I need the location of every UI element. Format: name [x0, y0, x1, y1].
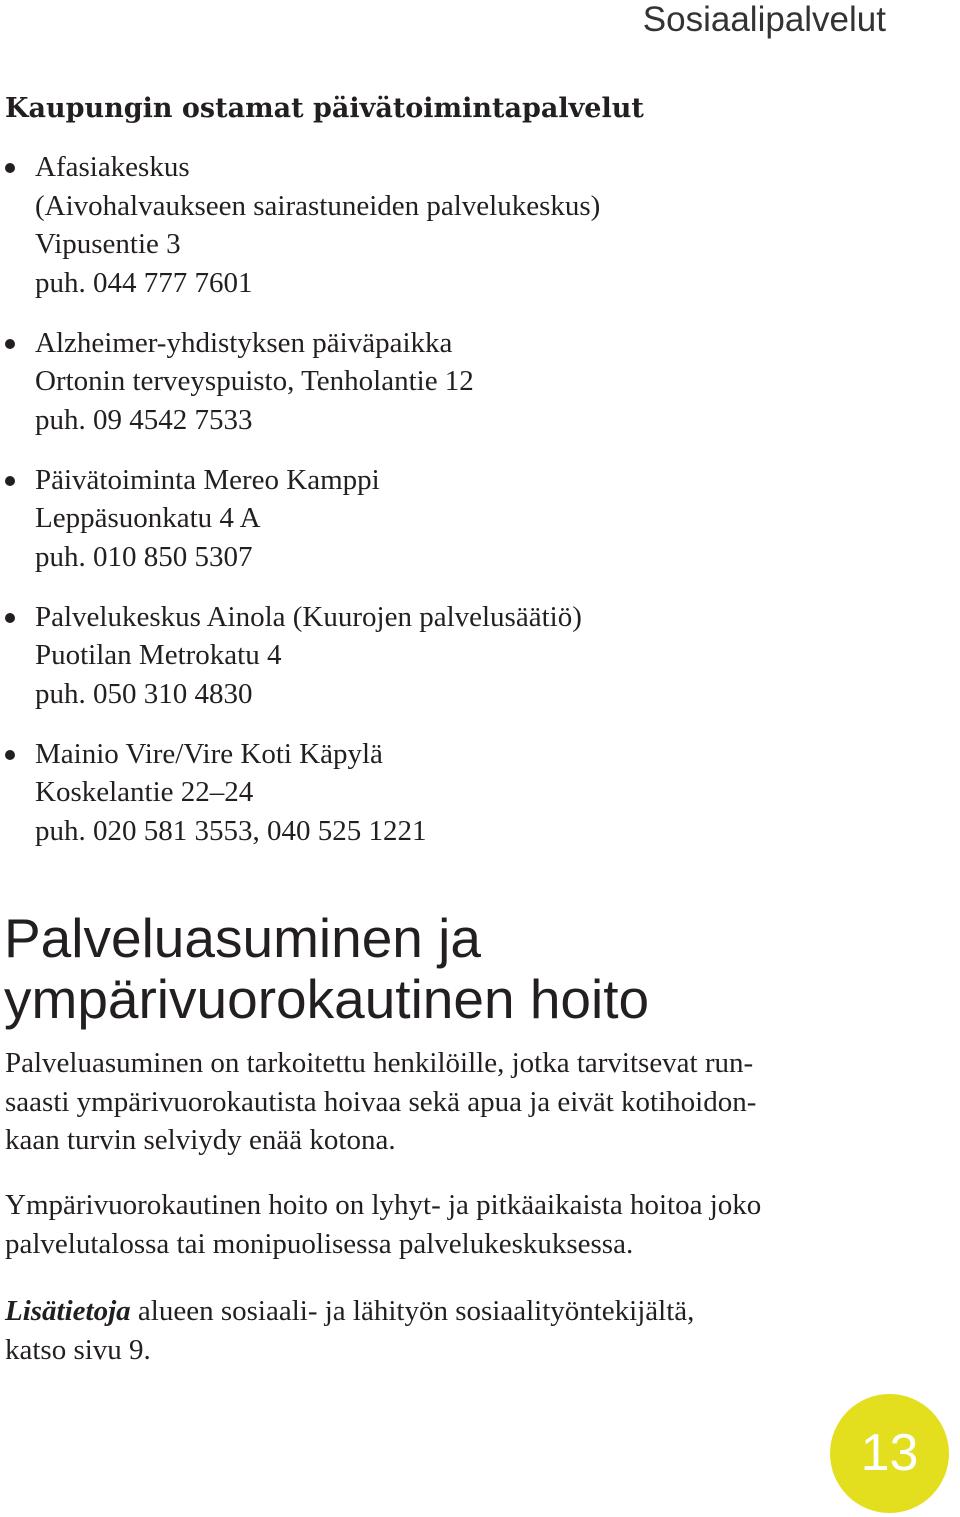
bullet-icon: [5, 476, 15, 486]
service-item-alzheimer: [0, 324, 600, 440]
section-label: Sosiaalipalvelut: [642, 0, 886, 39]
paragraph-line: kaan turvin selviydy enää kotona.: [5, 1124, 396, 1156]
service-description: (Aivohalvaukseen sairastuneiden palvelukeskus): [35, 189, 601, 222]
service-item-ainola: [0, 598, 600, 714]
service-name: Palvelukeskus Ainola (Kuurojen palvelusäätiö): [35, 600, 582, 633]
bullet-icon: [5, 750, 15, 760]
purchased-services-heading: Kaupungin ostamat päivätoimintapalvelut: [5, 93, 644, 124]
more-info-paragraph: [5, 1292, 905, 1369]
bullet-icon: [5, 613, 15, 623]
service-item-mereo-kamppi: [0, 461, 600, 577]
service-address: Vipusentie 3: [35, 228, 181, 260]
paragraph-line: saasti ympärivuorokautista hoivaa sekä apua ja eivät kotihoidon-: [5, 1085, 757, 1118]
bullet-icon: [5, 163, 15, 173]
service-name: Päivätoiminta Mereo Kamppi: [35, 463, 380, 496]
service-list: [0, 148, 600, 872]
service-address: Koskelantie 22–24: [35, 776, 254, 808]
round-the-clock-care-paragraph: [5, 1186, 905, 1263]
bullet-icon: [5, 339, 15, 349]
service-phone: puh. 09 4542 7533: [35, 403, 253, 436]
service-name: Mainio Vire/Vire Koti Käpylä: [35, 737, 383, 770]
housing-section-title: [4, 908, 649, 1030]
more-info-text: alueen sosiaali- ja lähityön sosiaalityöntekijältä,: [130, 1295, 695, 1327]
service-phone: puh. 010 850 5307: [35, 540, 253, 573]
service-phone: puh. 044 777 7601: [35, 266, 253, 299]
service-address: Puotilan Metrokatu 4: [35, 639, 282, 671]
title-line-2: ympärivuorokautinen hoito: [4, 968, 650, 1030]
service-housing-paragraph: [5, 1044, 905, 1160]
title-line-1: Palveluasuminen ja: [4, 907, 481, 969]
paragraph-line: katso sivu 9.: [5, 1333, 151, 1366]
service-name: Afasiakeskus: [35, 151, 190, 183]
paragraph-line: [5, 1292, 905, 1331]
paragraph-line: palvelutalossa tai monipuolisessa palvelukeskuksessa.: [5, 1227, 634, 1260]
service-phone: puh. 050 310 4830: [35, 677, 253, 710]
service-name: Alzheimer-yhdistyksen päiväpaikka: [35, 326, 453, 359]
service-phone: puh. 020 581 3553, 040 525 1221: [35, 814, 427, 847]
paragraph-line: Ympärivuorokautinen hoito on lyhyt- ja pitkäaikaista hoitoa joko: [5, 1189, 762, 1221]
service-item-mainio-vire: [0, 735, 600, 851]
service-address: Ortonin terveyspuisto, Tenholantie 12: [35, 365, 474, 397]
service-item-afasiakeskus: [0, 148, 600, 302]
paragraph-line: Palveluasuminen on tarkoitettu henkilöille, jotka tarvitsevat run-: [5, 1047, 754, 1079]
page-number-badge: 13: [830, 1394, 949, 1513]
more-info-emphasis: Lisätietoja: [5, 1295, 131, 1327]
service-address: Leppäsuonkatu 4 A: [35, 502, 261, 534]
